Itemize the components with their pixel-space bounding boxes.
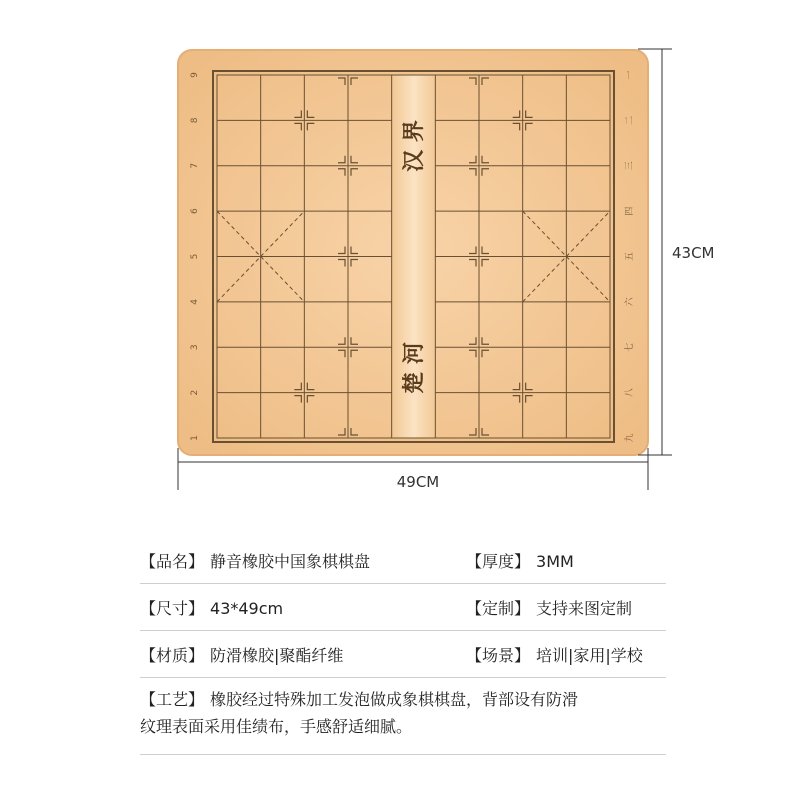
spec-label: 【材质】: [140, 645, 205, 665]
spec-row: [140, 584, 666, 631]
spec-label: 【尺寸】: [140, 598, 205, 618]
file-number-right: 九: [625, 433, 635, 443]
spec-label: 【厚度】: [466, 551, 531, 571]
file-number-left: 8: [190, 117, 200, 124]
width-label: 49CM: [396, 473, 440, 491]
spec-row: [140, 631, 666, 678]
file-number-right: 二: [625, 115, 635, 125]
spec-row: [140, 537, 666, 584]
spec-label: 【品名】: [140, 551, 205, 571]
spec-size-cell: [140, 596, 403, 619]
spec-value: 支持来图定制: [536, 598, 633, 618]
craft-text: 橡胶经过特殊加工发泡做成象棋棋盘，背部设有防滑: [210, 690, 579, 709]
spec-custom-cell: [403, 596, 666, 619]
spec-value: 培训|家用|学校: [536, 645, 643, 665]
spec-value: 3MM: [536, 551, 574, 571]
file-number-right: 六: [625, 297, 635, 307]
spec-value: 43*49cm: [210, 598, 284, 618]
spec-name-cell: [140, 549, 403, 572]
river-text-chu-he: 楚 河: [401, 342, 427, 394]
file-number-left: 1: [190, 435, 200, 441]
file-number-right: 七: [625, 342, 635, 352]
spec-scene-cell: [403, 643, 666, 666]
spec-craft-note: [140, 678, 666, 755]
file-number-right: 一: [625, 70, 635, 80]
file-number-left: 4: [190, 299, 200, 305]
spec-material-cell: [140, 643, 403, 666]
craft-line-2: 纹理表面采用佳绩布，手感舒适细腻。: [140, 717, 413, 736]
height-label: 43CM: [672, 244, 715, 262]
file-number-left: 3: [190, 344, 200, 351]
file-number-left: 9: [190, 72, 200, 78]
file-number-right: 八: [625, 388, 635, 398]
craft-line-1: [140, 686, 666, 713]
spec-label: 【场景】: [466, 645, 531, 665]
spec-label: 【定制】: [466, 598, 531, 618]
file-number-left: 2: [190, 389, 200, 396]
file-number-left: 6: [190, 208, 200, 214]
river-text-han-jie: 汉 界: [401, 120, 427, 172]
file-number-right: 四: [625, 206, 635, 216]
spec-value: 防滑橡胶|聚酯纤维: [210, 645, 344, 665]
file-number-right: 三: [625, 161, 635, 171]
spec-value: 静音橡胶中国象棋棋盘: [210, 551, 371, 571]
spec-thickness-cell: [403, 549, 666, 572]
file-number-left: 7: [190, 162, 200, 169]
spec-table: [140, 537, 666, 755]
file-number-right: 五: [625, 251, 635, 262]
file-number-left: 5: [190, 253, 200, 260]
spec-label: 【工艺】: [140, 690, 205, 709]
